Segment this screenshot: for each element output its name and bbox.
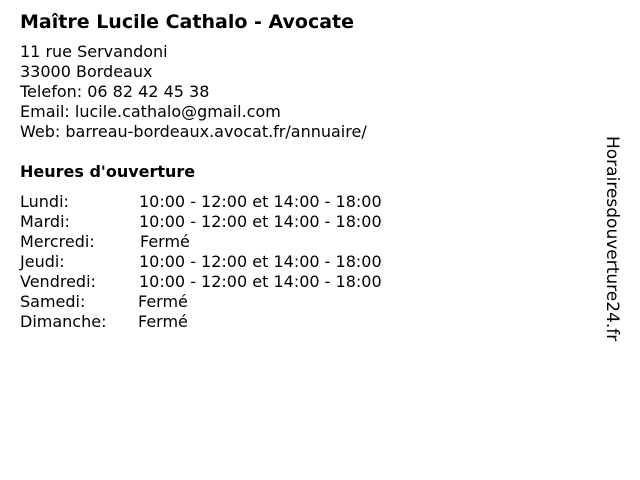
business-card bbox=[20, 10, 600, 332]
day-hours: 10:00 - 12:00 et 14:00 - 18:00 bbox=[139, 212, 382, 231]
day-label: Mardi: bbox=[20, 212, 70, 231]
day-label: Dimanche: bbox=[20, 312, 107, 331]
hours-row-thursday bbox=[20, 252, 600, 272]
day-label: Jeudi: bbox=[20, 252, 65, 271]
day-label: Samedi: bbox=[20, 292, 86, 311]
brand-watermark: Horairesdouverture24.fr bbox=[602, 136, 622, 342]
email-address[interactable]: Email: lucile.cathalo@gmail.com bbox=[20, 102, 281, 121]
day-label: Vendredi: bbox=[20, 272, 96, 291]
hours-row-tuesday bbox=[20, 212, 600, 232]
day-label: Mercredi: bbox=[20, 232, 95, 251]
website-link[interactable]: Web: barreau-bordeaux.avocat.fr/annuaire/ bbox=[20, 122, 367, 141]
hours-row-saturday bbox=[20, 292, 600, 312]
day-label: Lundi: bbox=[20, 192, 69, 211]
business-title: Maître Lucile Cathalo - Avocate bbox=[20, 11, 355, 33]
hours-heading: Heures d'ouverture bbox=[20, 162, 196, 181]
street-address: 11 rue Servandoni bbox=[20, 42, 168, 61]
hours-row-friday bbox=[20, 272, 600, 292]
hours-table bbox=[20, 192, 600, 332]
day-hours: 10:00 - 12:00 et 14:00 - 18:00 bbox=[139, 252, 382, 271]
hours-row-wednesday bbox=[20, 232, 600, 252]
day-hours: 10:00 - 12:00 et 14:00 - 18:00 bbox=[139, 192, 382, 211]
day-hours: Fermé bbox=[138, 312, 188, 331]
phone-number[interactable]: Telefon: 06 82 42 45 38 bbox=[20, 82, 210, 101]
day-hours: Fermé bbox=[138, 292, 188, 311]
day-hours: 10:00 - 12:00 et 14:00 - 18:00 bbox=[139, 272, 382, 291]
hours-row-monday bbox=[20, 192, 600, 212]
hours-row-sunday bbox=[20, 312, 600, 332]
city-address: 33000 Bordeaux bbox=[20, 62, 153, 81]
day-hours: Fermé bbox=[140, 232, 190, 251]
